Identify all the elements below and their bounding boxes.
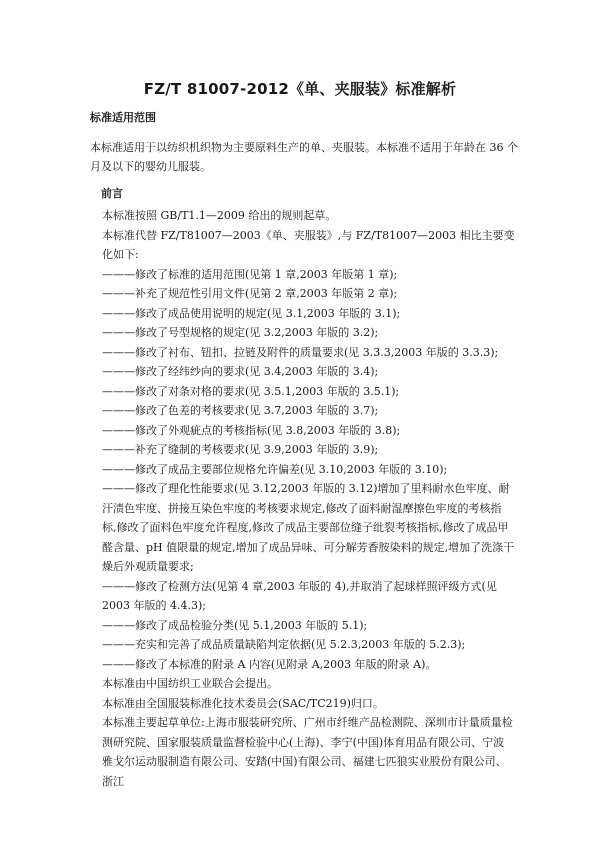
change-list-item: ———补充了缝制的考核要求(见 3.9,2003 年版的 3.9); bbox=[102, 443, 379, 456]
foreword-paragraph: 本标准由中国纺织工业联合会提出。 bbox=[102, 677, 278, 690]
change-list-item: ———修改了理化性能要求(见 3.12,2003 年版的 3.12)增加了里料耐水色牢度、耐汗渍色牢度、拼接互染色牢度的考核要求规定,修改了面料耐湿摩擦色牢度的考核指标,修改了面料色牢度允许程度,修改了成品主要部位缝子纰裂考核指标,修改了成品甲醛含量、pH 值限量的规定,增加了成品异味、可分解芳香胺染料的规定,增加了洗涤干燥后外观质量要求; bbox=[102, 482, 515, 573]
change-list-item: ———修改了号型规格的规定(见 3.2,2003 年版的 3.2); bbox=[102, 326, 379, 339]
change-list-item: ———修改了本标准的附录 A 内容(见附录 A,2003 年版的附录 A)。 bbox=[102, 657, 437, 671]
change-list-item: ———修改了经纬纱向的要求(见 3.4,2003 年版的 3.4); bbox=[102, 365, 379, 378]
change-list-item: ———充实和完善了成品质量缺陷判定依据(见 5.2.3,2003 年版的 5.2.3); bbox=[102, 638, 466, 651]
foreword-body bbox=[90, 206, 515, 791]
change-list-item: ———修改了衬布、钮扣、拉链及附件的质量要求(见 3.3.3,2003 年版的 3.3.3); bbox=[102, 345, 499, 359]
foreword-heading: 前言 bbox=[101, 187, 123, 200]
change-list-item: ———修改了标准的适用范围(见第 1 章,2003 年版第 1 章); bbox=[102, 267, 398, 281]
scope-heading: 标准适用范围 bbox=[90, 111, 156, 124]
change-list-item: ———修改了成品使用说明的规定(见 3.1,2003 年版的 3.1); bbox=[102, 306, 401, 320]
change-list-item: ———修改了成品主要部位规格允许偏差(见 3.10,2003 年版的 3.10); bbox=[102, 462, 448, 476]
change-list-item: ———修改了外观疵点的考核指标(见 3.8,2003 年版的 3.8); bbox=[102, 423, 401, 437]
change-list-item: ———修改了检测方法(见第 4 章,2003 年版的 4),并取消了起球样照评级方式(见 2003 年版的 4.4.3); bbox=[102, 579, 497, 612]
change-list-item: ———补充了规范性引用文件(见第 2 章,2003 年版第 2 章); bbox=[102, 287, 398, 300]
change-list-item: ———修改了成品检验分类(见 5.1,2003 年版的 5.1); bbox=[102, 618, 368, 632]
foreword-paragraph: 本标准由全国服装标准化技术委员会(SAC/TC219)归口。 bbox=[102, 696, 384, 710]
foreword-paragraph: 本标准代替 FZ/T81007—2003《单、夹服装》,与 FZ/T81007—2003 相比主要变化如下: bbox=[102, 228, 515, 261]
change-list-item: ———修改了色差的考核要求(见 3.7,2003 年版的 3.7); bbox=[102, 404, 379, 417]
foreword-paragraph: 本标准主要起草单位:上海市服装研究所、广州市纤维产品检测院、深圳市计量质量检测研究院、国家服装质量监督检验中心(上海)、李宁(中国)体育用品有限公司、宁波雅戈尔运动服制造有限公司、安踏(中国)有限公司、福建七匹狼实业股份有限公司、浙江 bbox=[102, 716, 513, 788]
foreword-paragraph: 本标准按照 GB/T1.1—2009 给出的规则起草。 bbox=[102, 209, 337, 222]
scope-paragraph: 本标准适用于以纺织机织物为主要原料生产的单、夹服装。本标准不适用于年龄在 36 个月及以下的婴幼儿服装。 bbox=[90, 141, 518, 173]
page-title: FZ/T 81007-2012《单、夹服装》标准解析 bbox=[143, 80, 457, 98]
change-list-item: ———修改了对条对格的要求(见 3.5.1,2003 年版的 3.5.1); bbox=[102, 384, 400, 398]
